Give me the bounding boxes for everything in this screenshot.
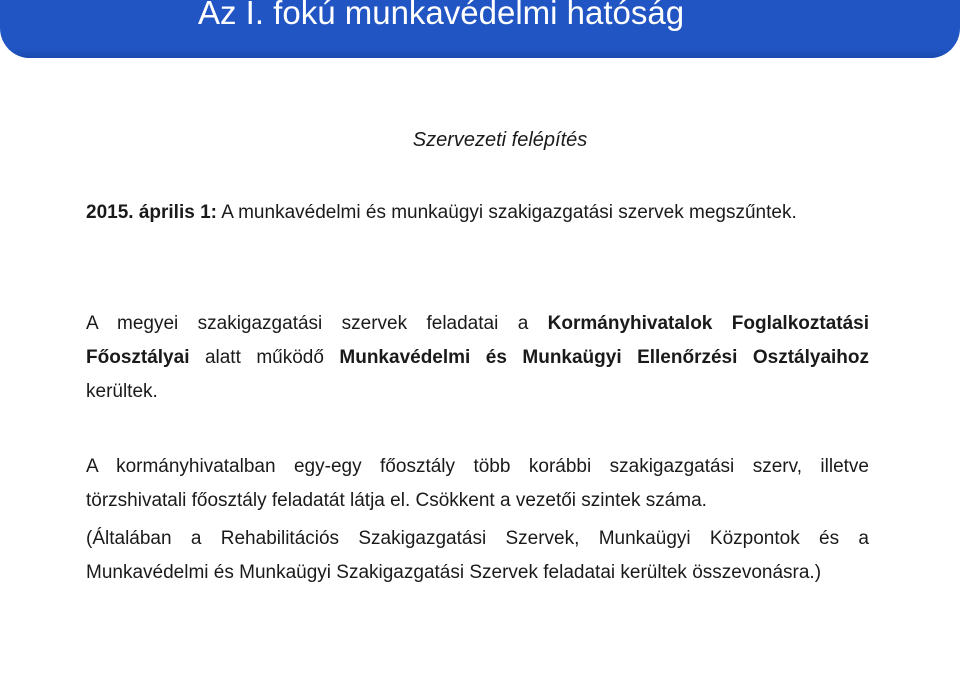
paragraph-reorganization — [86, 307, 869, 409]
slide-subtitle: Szervezeti felépítés — [412, 129, 588, 151]
reorg-bold-2: Munkavédelmi és Munkaügyi Ellenőrzési Osztályaihoz — [339, 347, 870, 368]
paragraph-department: A kormányhivatalban egy-egy főosztály több korábbi szakigazgatási szerv, illetve törzshivatali főosztály feladatát látja el. Csökkent a vezetői szintek száma. — [86, 456, 869, 511]
paragraph-note: (Általában a Rehabilitációs Szakigazgatási Szervek, Munkaügyi Központok és a Munkavédelmi és Munkaügyi Szakigazgatási Szervek feladatai kerültek összevonásra.) — [86, 528, 869, 583]
slide-title: Az I. fokú munkavédelmi hatóság — [198, 0, 685, 31]
reorg-text-2: alatt működő — [189, 347, 340, 368]
reorg-bold-1: Kormányhivatalok Foglalkoztatási Főosztályai — [86, 313, 870, 368]
date-label: 2015. április 1: — [86, 202, 217, 223]
paragraph-date — [86, 198, 869, 228]
reorg-text-3: kerültek. — [86, 381, 158, 402]
date-text: A munkavédelmi és munkaügyi szakigazgatási szervek megszűntek. — [216, 202, 797, 223]
reorg-text-1: A megyei szakigazgatási szervek feladatai a — [86, 313, 548, 334]
